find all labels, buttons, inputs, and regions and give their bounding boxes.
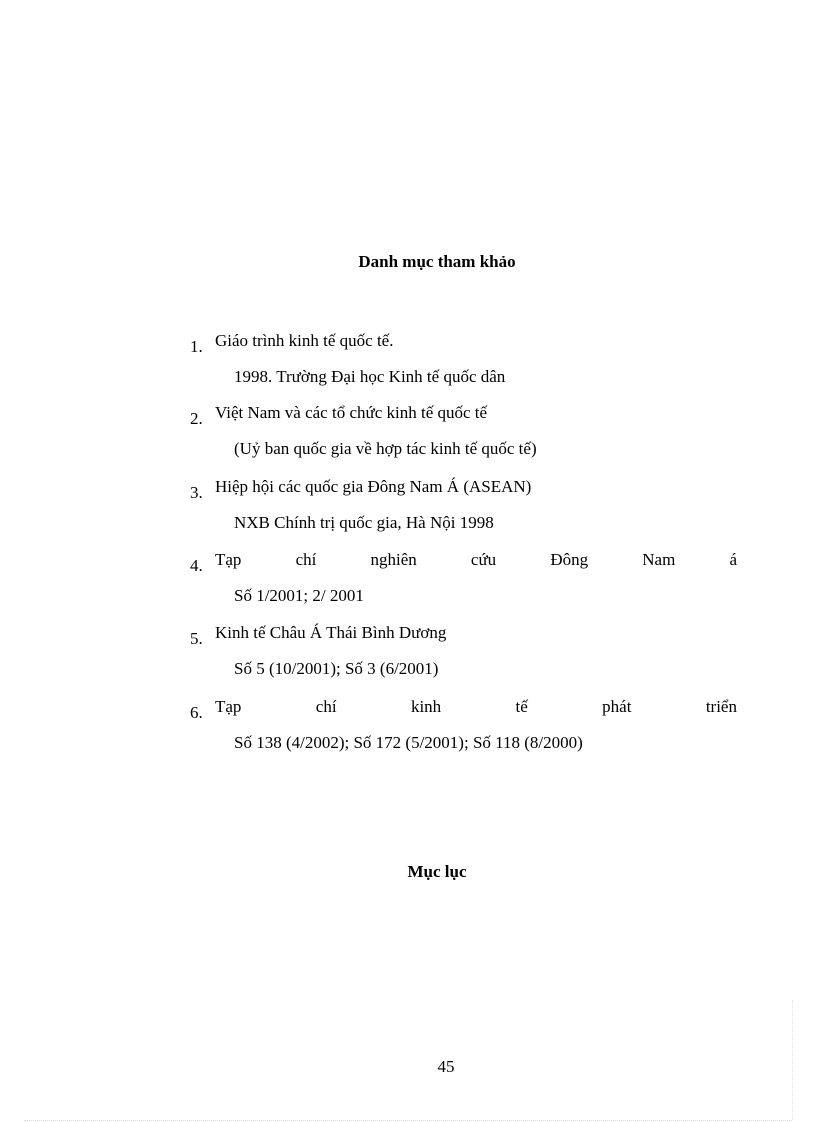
reference-detail: 1998. Trường Đại học Kinh tế quốc dân <box>234 367 506 386</box>
title-word: chí <box>295 550 317 569</box>
reference-item-2 <box>0 403 816 477</box>
reference-number: 1. <box>190 337 203 356</box>
title-word: á <box>729 550 737 569</box>
reference-detail: Số 1/2001; 2/ 2001 <box>234 586 364 605</box>
reference-detail: (Uỷ ban quốc gia về hợp tác kinh tế quốc tế) <box>234 439 537 458</box>
page-bottom-divider <box>24 1120 792 1121</box>
reference-detail: NXB Chính trị quốc gia, Hà Nội 1998 <box>234 513 494 532</box>
reference-title: Việt Nam và các tổ chức kinh tế quốc tế <box>215 403 488 422</box>
title-word: Nam <box>642 550 676 569</box>
title-word: triển <box>705 697 737 716</box>
reference-item-4 <box>0 550 816 624</box>
title-word: tế <box>515 697 528 716</box>
reference-title: Giáo trình kinh tế quốc tế. <box>215 331 394 350</box>
reference-number: 6. <box>190 703 203 722</box>
reference-number: 5. <box>190 629 203 648</box>
title-word: cứu <box>470 550 497 569</box>
title-word: kinh <box>410 697 442 716</box>
reference-number: 3. <box>190 483 203 502</box>
reference-item-5 <box>0 623 816 697</box>
page-right-divider <box>792 1000 793 1120</box>
title-word: phát <box>602 697 632 716</box>
references-heading: Danh mục tham khảo <box>358 252 516 271</box>
reference-title <box>215 697 737 717</box>
reference-item-3 <box>0 477 816 551</box>
title-word: Đông <box>550 550 589 569</box>
reference-title <box>215 550 737 570</box>
reference-detail: Số 5 (10/2001); Số 3 (6/2001) <box>234 659 439 678</box>
reference-item-1 <box>0 331 816 405</box>
reference-number: 4. <box>190 556 203 575</box>
title-word: chí <box>315 697 337 716</box>
reference-title: Kinh tế Châu Á Thái Bình Dương <box>215 623 447 642</box>
title-word: nghiên <box>370 550 417 569</box>
reference-title: Hiệp hội các quốc gia Đông Nam Á (ASEAN) <box>215 477 532 496</box>
reference-detail: Số 138 (4/2002); Số 172 (5/2001); Số 118 (8/2000) <box>234 733 583 752</box>
reference-number: 2. <box>190 409 203 428</box>
page-number: 45 <box>437 1057 455 1076</box>
toc-heading: Mục lục <box>407 862 467 881</box>
reference-item-6 <box>0 697 816 771</box>
title-word: Tạp <box>215 550 242 569</box>
title-word: Tạp <box>215 697 242 716</box>
